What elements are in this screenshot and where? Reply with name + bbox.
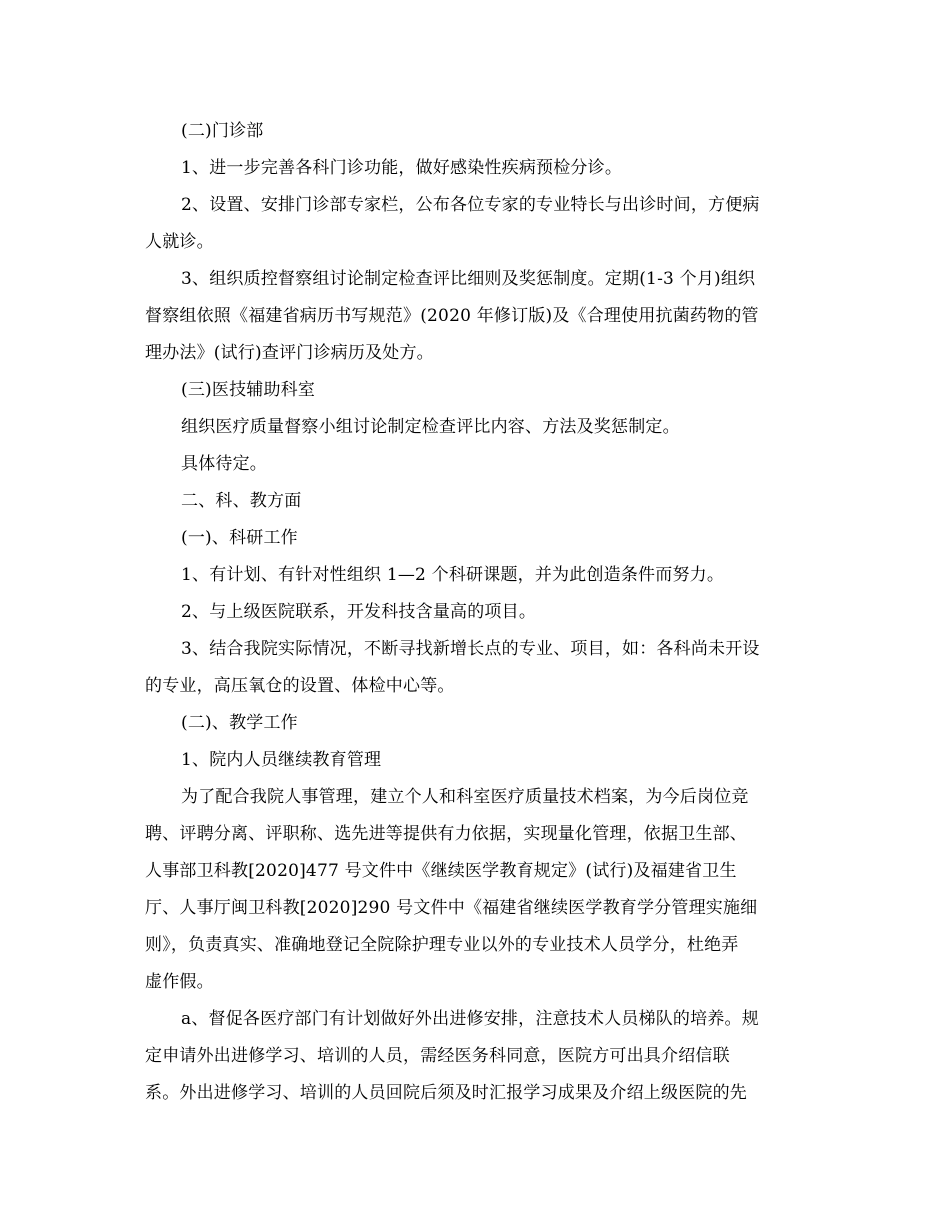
paragraph-line: 2、设置、安排门诊部专家栏，公布各位专家的专业特长与出诊时间，方便病 <box>181 195 760 215</box>
paragraph-line: 督察组依照《福建省病历书写规范》(2020 年修订版)及《合理使用抗菌药物的管 <box>145 306 759 326</box>
paragraph-line: 系。外出进修学习、培训的人员回院后须及时汇报学习成果及介绍上级医院的先 <box>145 1083 747 1103</box>
subsection-heading: 1、院内人员继续教育管理 <box>181 750 382 770</box>
section-heading-science-education: 二、科、教方面 <box>181 491 302 511</box>
paragraph-line: a、督促各医疗部门有计划做好外出进修安排，注意技术人员梯队的培养。规 <box>181 1009 759 1029</box>
paragraph-line: 厅、人事厅闽卫科教[2020]290 号文件中《福建省继续医学教育学分管理实施细 <box>145 898 758 918</box>
paragraph-line: 具体待定。 <box>181 454 267 474</box>
paragraph-line: 定申请外出进修学习、培训的人员，需经医务科同意，医院方可出具介绍信联 <box>145 1046 730 1066</box>
section-heading-research: (一)、科研工作 <box>181 528 298 548</box>
paragraph-line: 虚作假。 <box>145 972 214 992</box>
paragraph-line: 聘、评聘分离、评职称、选先进等提供有力依据，实现量化管理，依据卫生部、 <box>145 824 747 844</box>
paragraph-line: 理办法》(试行)查评门诊病历及处方。 <box>145 343 434 363</box>
paragraph-line: 为了配合我院人事管理，建立个人和科室医疗质量技术档案，为今后岗位竞 <box>181 787 749 807</box>
paragraph-line: 人就诊。 <box>145 232 214 252</box>
paragraph-line: 1、有计划、有针对性组织 1—2 个科研课题，并为此创造条件而努力。 <box>181 565 725 585</box>
paragraph-line: 组织医疗质量督察小组讨论制定检查评比内容、方法及奖惩制定。 <box>181 417 680 437</box>
section-heading-outpatient: (二)门诊部 <box>181 121 264 141</box>
paragraph-line: 则》，负责真实、准确地登记全院除护理专业以外的专业技术人员学分，杜绝弄 <box>145 935 739 955</box>
section-heading-teaching: (二)、教学工作 <box>181 713 298 733</box>
section-heading-medtech: (三)医技辅助科室 <box>181 380 316 400</box>
paragraph-line: 3、组织质控督察组讨论制定检查评比细则及奖惩制度。定期(1-3 个月)组织 <box>181 269 756 289</box>
paragraph-line: 2、与上级医院联系，开发科技含量高的项目。 <box>181 602 537 622</box>
paragraph-line: 的专业，高压氧仓的设置、体检中心等。 <box>145 676 455 696</box>
paragraph-line: 3、结合我院实际情况，不断寻找新增长点的专业、项目，如：各科尚未开设 <box>181 639 760 659</box>
paragraph-line: 人事部卫科教[2020]477 号文件中《继续医学教育规定》(试行)及福建省卫生 <box>145 861 737 881</box>
paragraph-line: 1、进一步完善各科门诊功能，做好感染性疾病预检分诊。 <box>181 158 623 178</box>
